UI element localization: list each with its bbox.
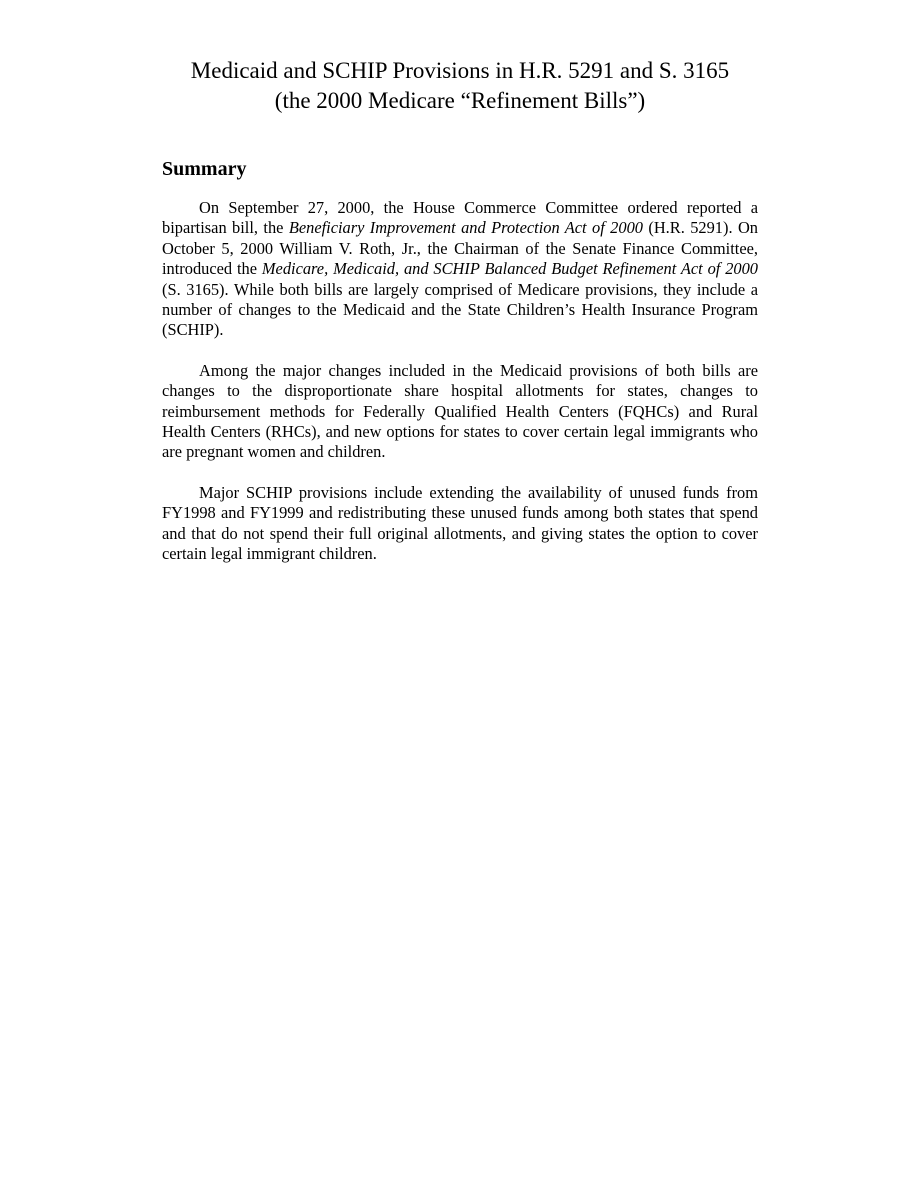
- title-line-1: Medicaid and SCHIP Provisions in H.R. 5291 and S. 3165: [190, 58, 730, 83]
- summary-paragraph-2: Among the major changes included in the Medicaid provisions of both bills are changes to the disproportionate share hospital allotments for states, changes to reimbursement methods for Federally Qualified Health Centers (FQHCs) and Rural Health Centers (RHCs), and new options for states to cover certain legal immigrants who are pregnant women and children.: [162, 360, 758, 462]
- title-line-2: (the 2000 Medicare “Refinement Bills”): [274, 88, 646, 113]
- para1-bill-title-house: Beneficiary Improvement and Protection Act of 2000: [288, 218, 643, 238]
- para1-text-1: On September 27, 2000, the House Commerce Committee ordered reported a bipartisan bill, the: [162, 198, 758, 238]
- para1-text-2: (H.R. 5291). On October 5, 2000 William V. Roth, Jr., the Chairman of the Senate Finance Committee, introduced the: [162, 218, 758, 279]
- summary-heading: Summary: [162, 158, 247, 180]
- summary-paragraph-1: [162, 198, 758, 341]
- para1-text-3: (S. 3165). While both bills are largely comprised of Medicare provisions, they include a number of changes to the Medicaid and the State Children’s Health Insurance Program (SCHIP).: [162, 279, 758, 340]
- document-page: [162, 56, 758, 585]
- para1-bill-title-senate: Medicare, Medicaid, and SCHIP Balanced Budget Refinement Act of 2000: [261, 259, 758, 279]
- summary-paragraph-3: Major SCHIP provisions include extending the availability of unused funds from FY1998 and FY1999 and redistributing these unused funds among both states that spend and that do not spend their full original allotments, and giving states the option to cover certain legal immigrant children.: [162, 482, 758, 564]
- document-title: [162, 56, 758, 116]
